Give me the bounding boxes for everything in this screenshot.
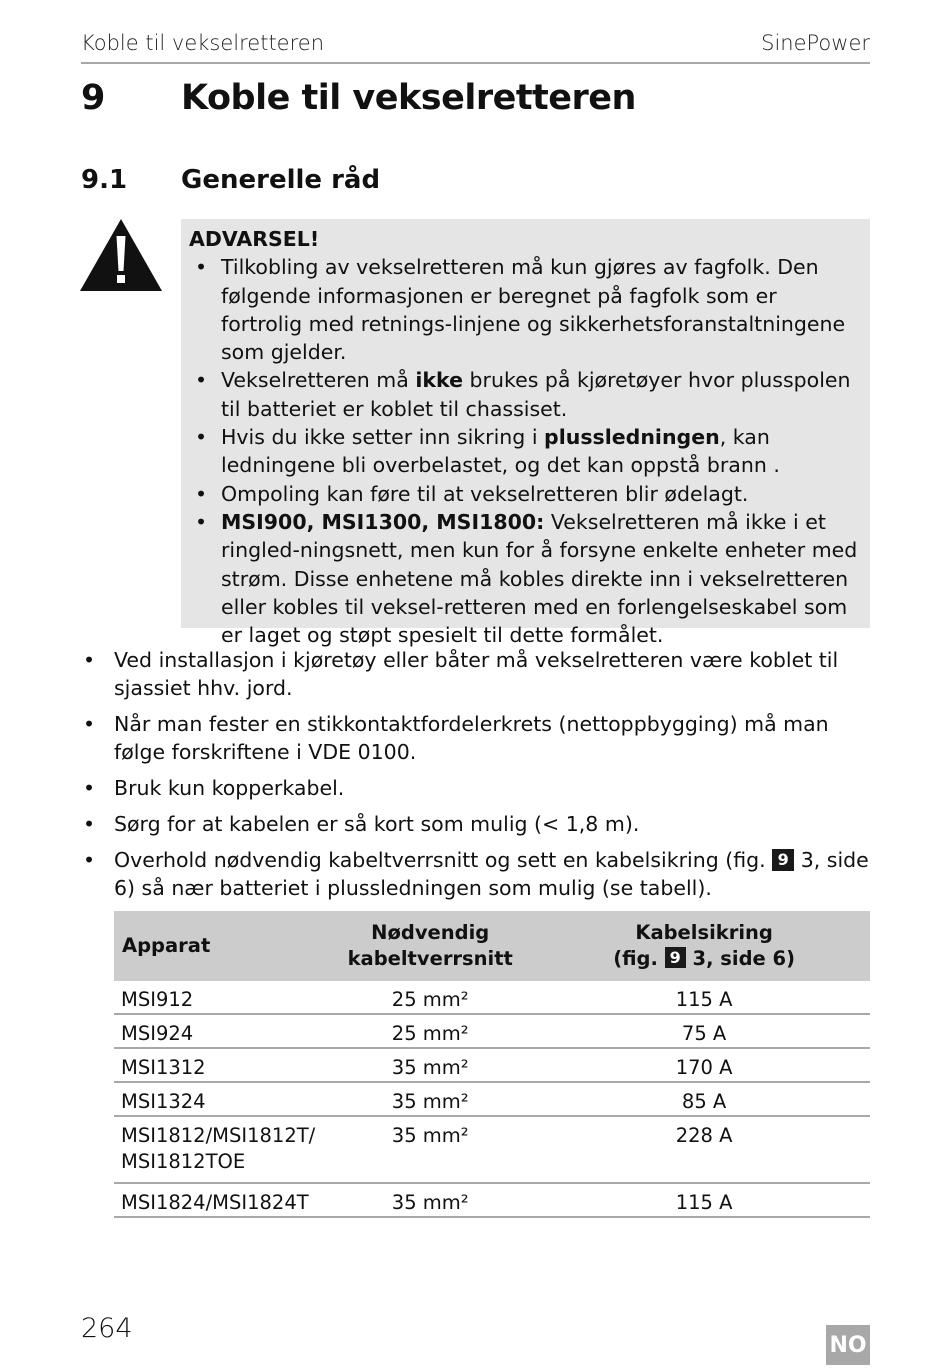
instruction-text: Overhold nødvendig kabeltverrsnitt og sett en kabelsikring (fig. [114, 847, 766, 872]
bullet: • [195, 368, 208, 393]
cell-fuse: 170 A [538, 1048, 870, 1082]
cell-device: MSI912 [114, 981, 322, 1014]
figure-reference-badge: 9 [665, 947, 686, 968]
cell-cross-section: 35 mm² [322, 1183, 538, 1217]
running-header-chapter: Koble til vekselretteren [81, 31, 324, 55]
warning-item [189, 366, 860, 423]
warning-item-text: Tilkobling av vekselretteren må kun gjøres av fagfolk. Den følgende informasjonen er beregnet på fagfolk som er fortrolig med retnings-linjene og sikkerhetsforanstaltningene som gjelder. [221, 255, 846, 365]
column-header-line: Kabelsikring [635, 921, 773, 944]
warning-title: ADVARSEL! [189, 227, 320, 251]
table-row [114, 981, 870, 1014]
warning-item-text: Vekselretteren må ikke i et ringled-ningsnett, men kun for å forsyne enkelte enheter med strøm. Disse enhetene må kobles direkte inn i vekselretteren eller kobles til veksel-retteren med en forlengelseskabel som er laget og støpt spesielt til dette formålet. [221, 509, 858, 648]
column-header-line: Nødvendig [371, 921, 490, 944]
bullet: • [83, 811, 96, 836]
instruction-item [81, 774, 871, 802]
bullet: • [195, 425, 208, 450]
column-header-fuse [538, 911, 870, 981]
warning-box [181, 219, 870, 648]
warning-triangle-icon [80, 219, 162, 291]
table-row [114, 1048, 870, 1082]
table-row [114, 1082, 870, 1116]
cell-fuse: 115 A [538, 981, 870, 1014]
warning-item [189, 423, 860, 480]
instruction-text: Når man fester en stikkontaktfordelerkrets (nettoppbygging) må man følge forskriftene i VDE 0100. [114, 712, 829, 765]
cell-cross-section: 25 mm² [322, 981, 538, 1014]
bullet: • [83, 847, 96, 872]
section-number: 9.1 [81, 165, 128, 195]
warning-item-text: , kan ledningene bli overbelastet, og det kan oppstå brann . [221, 425, 780, 478]
section-title: Generelle råd [181, 165, 381, 195]
bullet: • [195, 509, 208, 534]
warning-item-emphasis: plussledningen [544, 425, 720, 450]
header-divider [81, 62, 870, 64]
warning-item-emphasis: ikke [415, 368, 463, 393]
warning-item-text: Vekselretteren må [221, 368, 416, 393]
cell-device: MSI1824/MSI1824T [114, 1183, 322, 1217]
cell-fuse: 75 A [538, 1014, 870, 1048]
cell-cross-section: 35 mm² [322, 1116, 538, 1183]
chapter-number: 9 [81, 78, 106, 118]
warning-item [189, 253, 860, 366]
instruction-item [81, 646, 871, 703]
bullet: • [83, 776, 96, 801]
table-row [114, 1183, 870, 1217]
warning-item-text: brukes på kjøretøyer hvor plusspolen til batteriet er koblet til chassiset. [221, 368, 851, 421]
warning-item [189, 508, 860, 649]
page-number: 264 [81, 1313, 133, 1344]
warning-item [189, 480, 860, 508]
running-header-product: SinePower [761, 31, 870, 55]
cell-device-line: MSI1812TOE [121, 1150, 246, 1173]
table-header-row [114, 911, 870, 981]
bullet: • [83, 648, 96, 672]
instruction-text: 3, side 6) så nær batteriet i plussledningen som mulig (se tabell). [114, 847, 869, 901]
cell-fuse: 228 A [538, 1116, 870, 1183]
table-row [114, 1014, 870, 1048]
instruction-text: Sørg for at kabelen er så kort som mulig (< 1,8 m). [114, 811, 640, 836]
warning-item-text: Hvis du ikke setter inn sikring i [221, 425, 545, 450]
cell-device: MSI1312 [114, 1048, 322, 1082]
bullet: • [83, 712, 96, 737]
cell-device: MSI1324 [114, 1082, 322, 1116]
instruction-item [81, 810, 871, 838]
cell-cross-section: 35 mm² [322, 1048, 538, 1082]
warning-item-text: Ompoling kan føre til at vekselretteren blir ødelagt. [221, 481, 749, 506]
warning-item-emphasis: MSI900, MSI1300, MSI1800: [221, 509, 545, 534]
instruction-item [81, 846, 871, 903]
cell-device: MSI924 [114, 1014, 322, 1048]
cell-cross-section: 35 mm² [322, 1082, 538, 1116]
language-badge: NO [826, 1325, 870, 1365]
column-header-device: Apparat [114, 911, 322, 981]
instruction-text: Bruk kun kopperkabel. [114, 776, 345, 801]
chapter-title: Koble til vekselretteren [181, 78, 636, 118]
column-header-line: kabeltverrsnitt [347, 947, 513, 970]
bullet: • [195, 255, 208, 280]
table-row [114, 1116, 870, 1183]
warning-list [189, 253, 860, 649]
instruction-text: Ved installasjon i kjøretøy eller båter må vekselretteren være koblet til sjassiet hhv. jord. [114, 648, 839, 701]
cell-fuse: 115 A [538, 1183, 870, 1217]
cable-spec-table [114, 911, 870, 1218]
cell-device-line: MSI1812/MSI1812T/ [121, 1124, 316, 1147]
instruction-list [81, 646, 871, 910]
column-header-line: (fig. [613, 947, 658, 970]
column-header-line: 3, side 6) [692, 947, 796, 970]
instruction-item [81, 710, 871, 767]
bullet: • [195, 481, 208, 506]
cell-cross-section: 25 mm² [322, 1014, 538, 1048]
cell-fuse: 85 A [538, 1082, 870, 1116]
figure-reference-badge: 9 [772, 849, 794, 871]
cell-device [114, 1116, 322, 1183]
column-header-cross-section [322, 911, 538, 981]
